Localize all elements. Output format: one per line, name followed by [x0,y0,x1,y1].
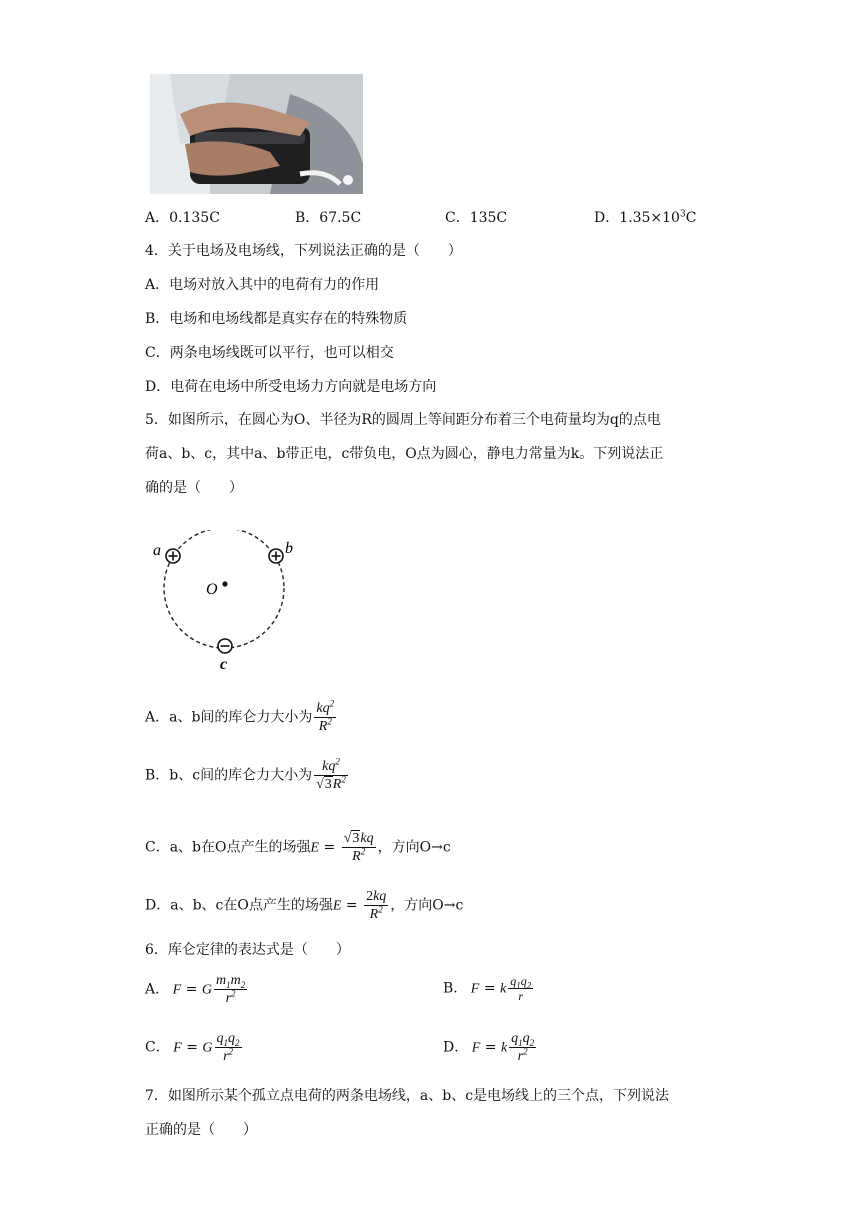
q5-stem-line3: 确的是（ ） [145,480,243,496]
q7-stem-line1: 7．如图所示某个孤立点电荷的两条电场线，a、b、c是电场线上的三个点，下列说法 [145,1088,670,1104]
label-a: a [153,542,161,559]
q6-option-d: D． F = k $\frac{q_1q_2}{r^2}$ [443,1031,535,1064]
q3-option-c: C．135C [445,210,508,226]
q3-option-b: B．67.5C [295,210,362,226]
formula-kq2-over-r2: $\frac{kq^2}{R^2}$ [316,698,335,734]
q4-option-c: C．两条电场线既可以平行，也可以相交 [145,345,394,361]
charge-c-negative-icon [218,639,232,653]
formula-2kq-over-r2: $\frac{2kq}{R^2}$ [366,889,387,922]
label-c: c [220,656,228,673]
q4-stem: 4．关于电场及电场线，下列说法正确的是（ ） [145,243,462,259]
q6-option-c: C． F = G $\frac{q_1q_2}{r^2}$ [145,1031,240,1064]
q5-option-d: D．a、b、c在O点产生的场强E = $\frac{2kq}{R^2}$ ，方向O→c [145,889,464,922]
charge-circle-diagram [140,530,310,675]
label-o: O [206,581,218,598]
q6-option-b: B． F = k $\frac{q_1q_2}{r}$ [443,974,532,1003]
formula-kq2-over-sqrt3-r2: $\frac{kq^2}{√3R^2}$ [316,756,346,792]
q5-option-b: B．b、c间的库仑力大小为 $\frac{kq^2}{√3R^2}$ [145,756,346,792]
q5-stem-line1: 5．如图所示，在圆心为O、半径为R的圆周上等间距分布着三个电荷量均为q的点电 [145,412,661,428]
q5-option-c: C．a、b在O点产生的场强E = $\frac{√3kq}{R^2}$ ，方向O→c [145,831,451,864]
q4-option-d: D．电荷在电场中所受电场力方向就是电场方向 [145,379,437,395]
q6-option-a: A． F = G $\frac{m_1m_2}{r^2}$ [145,973,246,1006]
q4-option-b: B．电场和电场线都是真实存在的特殊物质 [145,311,408,327]
q5-stem-line2: 荷a、b、c，其中a、b带正电，c带负电，O点为圆心，静电力常量为k。下列说法正 [145,446,664,462]
defibrillator-photo [150,74,363,194]
q5-option-a: A．a、b间的库仑力大小为 $\frac{kq^2}{R^2}$ [145,698,335,734]
formula-sqrt3-kq-over-r2: $\frac{√3kq}{R^2}$ [343,831,374,864]
dashed-circle [164,530,284,648]
charge-a-positive-icon [166,549,180,563]
center-point [222,581,227,586]
q6-stem: 6．库仑定律的表达式是（ ） [145,942,350,958]
q3-option-d: D．$1.35\times 10^3C$ [594,209,697,226]
q3-option-a: A．0.135C [145,210,220,226]
q4-option-a: A．电场对放入其中的电荷有力的作用 [145,277,380,293]
charge-b-positive-icon [269,549,283,563]
q7-stem-line2: 正确的是（ ） [145,1122,257,1138]
label-b: b [285,540,293,557]
